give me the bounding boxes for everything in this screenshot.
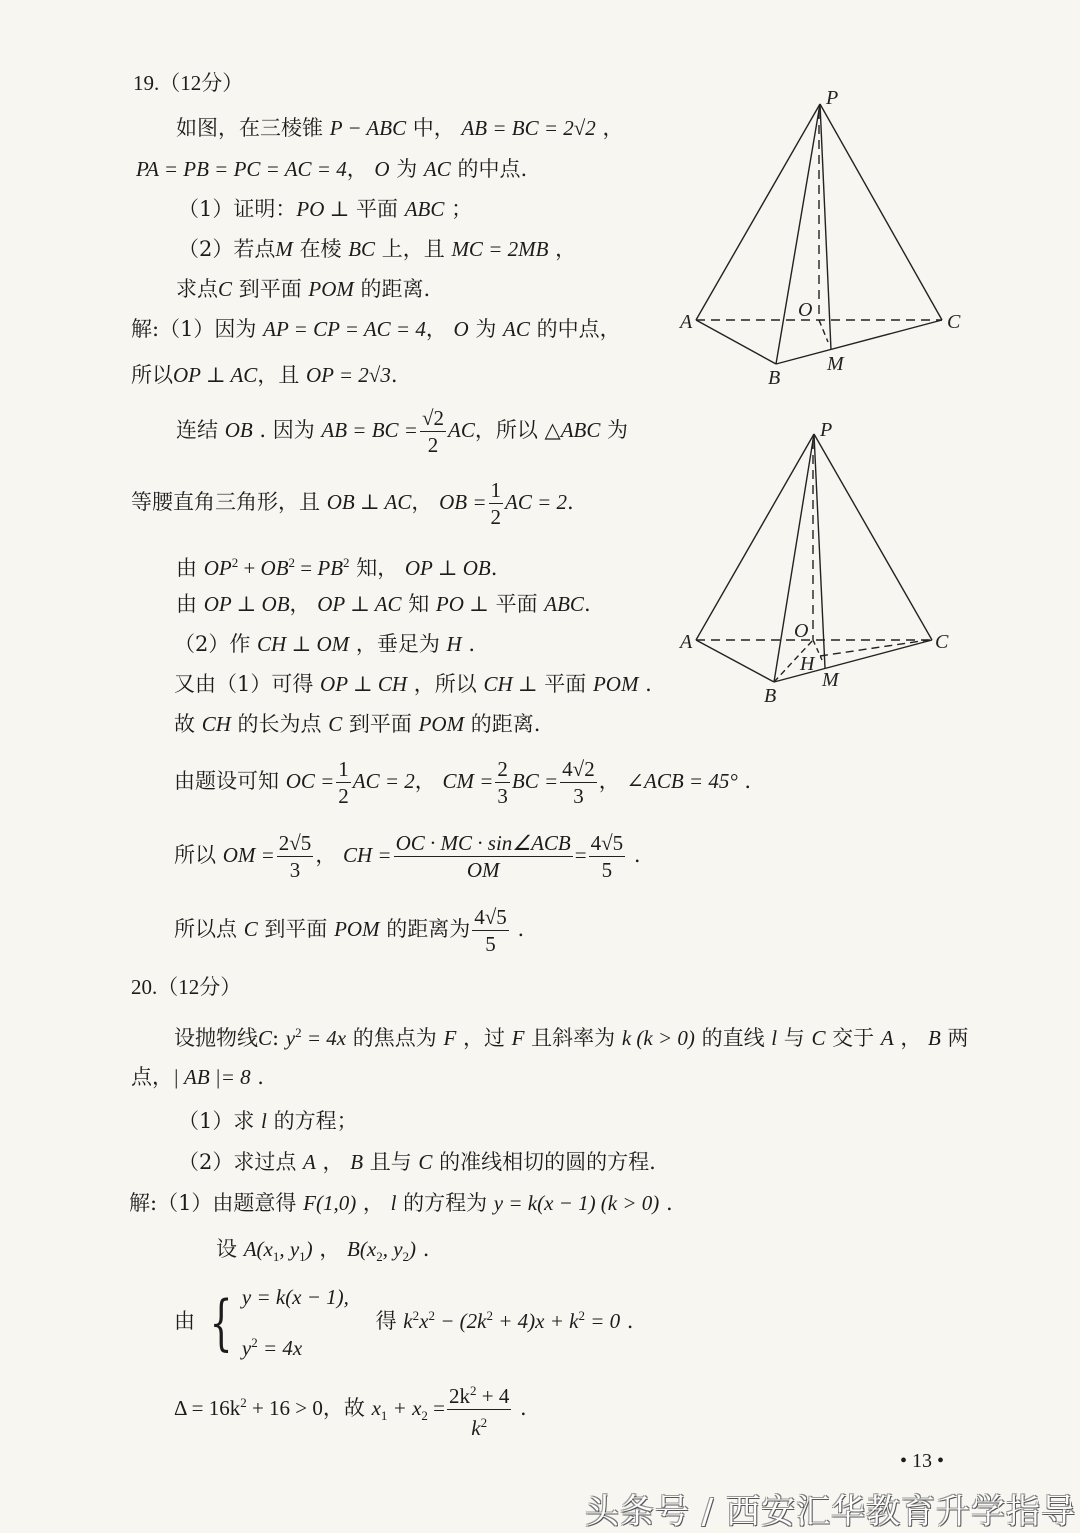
denominator: 5 <box>601 858 613 882</box>
text: ， <box>598 769 627 793</box>
superscript: 2 <box>295 1025 302 1040</box>
text: 求点 <box>176 277 218 301</box>
label-B: B <box>768 367 781 389</box>
math: C <box>418 1150 433 1174</box>
numerator: OC · MC · sin∠ACB <box>395 831 571 855</box>
text: 到平面 <box>232 277 309 301</box>
subscript: 1 <box>380 1408 388 1424</box>
subscript: 1 <box>299 1249 306 1265</box>
text: ， <box>289 592 318 616</box>
text: 在棱 <box>292 237 349 261</box>
text: . <box>513 1396 527 1420</box>
text: ，故 <box>322 1396 372 1420</box>
text: ， <box>893 1026 929 1050</box>
text: ，且 <box>257 363 307 387</box>
text: 故 <box>174 712 202 736</box>
math: POM <box>308 277 354 301</box>
q19-header <box>133 68 243 98</box>
superscript: 2 <box>412 1308 420 1323</box>
q19-sol-l8 <box>174 669 652 699</box>
fraction <box>560 756 597 809</box>
text: ， <box>315 843 343 867</box>
math: Δ = 16k <box>174 1396 241 1420</box>
text: 所以 <box>131 363 173 387</box>
numerator: 2 <box>497 757 508 781</box>
math: AB = BC = <box>321 418 418 442</box>
math: M <box>275 237 293 261</box>
math: MC = 2MB <box>451 237 549 261</box>
text: 到平面 <box>342 712 419 736</box>
text: 点， <box>131 1065 173 1089</box>
math: ) <box>305 1237 313 1261</box>
text: 知， <box>349 556 405 580</box>
math: x <box>419 1309 429 1333</box>
text: . <box>583 592 591 616</box>
superscript: 2 <box>578 1308 585 1323</box>
math: AC = 2 <box>352 769 415 793</box>
math: + 16 > 0 <box>246 1396 323 1420</box>
math: PA = PB = PC = AC = 4 <box>136 157 347 181</box>
label-C: C <box>947 311 961 333</box>
math: O <box>374 157 390 181</box>
math: BC <box>348 237 376 261</box>
math: F <box>511 1026 525 1050</box>
q19-header-text: 19.（12分） <box>133 71 244 95</box>
numerator: 1 <box>338 757 349 781</box>
text: 如图，在三棱锥 <box>176 116 330 140</box>
math: A(x <box>243 1237 273 1261</box>
math: ) <box>409 1237 417 1261</box>
text: 解:（1）由题意得 <box>129 1191 304 1215</box>
math: O <box>453 317 469 341</box>
text: 得 <box>375 1309 404 1333</box>
numerator: √2 <box>421 406 445 430</box>
label-O: O <box>794 620 809 642</box>
math: AC <box>423 157 451 181</box>
numerator <box>447 1378 511 1410</box>
q20-sol-l4 <box>174 1378 527 1441</box>
text: 由 <box>174 1309 202 1333</box>
text: 解:（1）因为 <box>131 317 264 341</box>
text: . 因为 <box>252 418 322 442</box>
text: . <box>659 1191 673 1215</box>
text: 平面 <box>537 672 593 696</box>
q19-sol-l11 <box>174 830 641 883</box>
math: OB <box>224 418 253 442</box>
math: OP ⊥ AC <box>173 363 258 387</box>
superscript: 2 <box>288 555 296 570</box>
text: 上，且 <box>375 237 452 261</box>
math: − (2k <box>434 1309 487 1333</box>
math: F <box>443 1026 457 1050</box>
text: 交于 <box>825 1026 881 1050</box>
superscript: 2 <box>480 1415 488 1430</box>
text: ， <box>315 1150 351 1174</box>
text: ，过 <box>456 1026 512 1050</box>
math: OC = <box>285 769 335 793</box>
math: C <box>218 277 233 301</box>
text: . <box>737 769 752 793</box>
q20-header <box>131 972 241 1002</box>
fraction <box>277 830 314 883</box>
text: 的中点. <box>450 157 528 181</box>
text: （2）若点 <box>178 237 276 261</box>
superscript: 2 <box>240 1395 247 1410</box>
math: l <box>390 1191 397 1215</box>
denominator: 5 <box>485 932 496 956</box>
math: + 4)x + k <box>492 1309 579 1333</box>
denominator <box>447 1410 511 1441</box>
math: = 0 <box>584 1309 621 1333</box>
text: . <box>461 632 476 656</box>
superscript: 2 <box>251 1335 258 1350</box>
denominator: 3 <box>573 784 584 808</box>
numerator: 4√5 <box>590 831 624 855</box>
fraction <box>420 405 446 458</box>
label-H: H <box>800 653 815 675</box>
math: A <box>880 1026 894 1050</box>
math: OB <box>260 556 289 580</box>
fraction <box>472 904 509 957</box>
text: 中， <box>406 116 462 140</box>
text: ，所以 <box>407 672 484 696</box>
q20-stem-line2 <box>131 1062 264 1092</box>
fraction <box>495 756 510 809</box>
math: OP = 2√3 <box>306 363 391 387</box>
fraction <box>447 1378 511 1441</box>
text: 为 <box>600 418 629 442</box>
text: 的方程为 <box>396 1191 494 1215</box>
q19-sol-l5 <box>176 548 497 583</box>
text: . <box>638 672 652 696</box>
text: . <box>567 490 574 514</box>
math: 2k <box>449 1384 470 1408</box>
math: , y <box>382 1237 403 1261</box>
text: 设 <box>216 1237 244 1261</box>
math: C <box>243 917 258 941</box>
math: OB = <box>439 490 487 514</box>
text: ，垂足为 <box>349 632 447 656</box>
subscript: 2 <box>421 1408 428 1424</box>
q20-stem-line1 <box>174 1018 969 1053</box>
text: . <box>490 556 498 580</box>
subscript: 2 <box>402 1249 410 1265</box>
text: 连结 <box>176 418 225 442</box>
numerator: 1 <box>490 478 501 502</box>
denominator: 2 <box>338 784 349 808</box>
label-O: O <box>798 299 813 321</box>
text: （2）求过点 <box>178 1150 304 1174</box>
text: （2）作 <box>174 632 258 656</box>
text: 的距离为 <box>379 917 471 941</box>
math: + 4 <box>476 1384 510 1408</box>
superscript: 2 <box>486 1308 493 1323</box>
text: ， <box>595 116 624 140</box>
text: . <box>620 1309 634 1333</box>
math: , y <box>279 1237 300 1261</box>
denominator: OM <box>466 858 500 882</box>
superscript: 2 <box>428 1308 435 1323</box>
superscript: 2 <box>231 555 239 570</box>
math: ABC <box>560 418 601 442</box>
math: AC = 2 <box>505 490 568 514</box>
math: B <box>928 1026 941 1050</box>
q20-sol-l1 <box>129 1188 673 1218</box>
label-P: P <box>820 419 833 441</box>
text: （1）求 <box>178 1109 262 1133</box>
text: 等腰直角三角形，且 <box>131 490 327 514</box>
text: 的焦点为 <box>346 1026 444 1050</box>
label-C: C <box>935 631 949 653</box>
numerator: 2√5 <box>278 831 312 855</box>
q19-sol-l7 <box>174 629 475 659</box>
text: ， <box>356 1191 391 1215</box>
label-A: A <box>680 631 693 653</box>
equation-system <box>242 1274 349 1371</box>
q19-sol-l2 <box>131 360 398 390</box>
math: PB <box>317 556 344 580</box>
math: POM <box>592 672 639 696</box>
q19-part1 <box>178 194 472 224</box>
math: OP <box>203 556 232 580</box>
text: ， <box>411 490 440 514</box>
q19-stem-line1 <box>176 113 624 143</box>
q19-sol-l12 <box>174 904 524 957</box>
subscript: 1 <box>272 1249 280 1265</box>
text: ， <box>425 317 454 341</box>
text: 设抛物线 <box>174 1026 258 1050</box>
text: ， <box>414 769 443 793</box>
math: AC <box>503 317 530 341</box>
math: ABC <box>404 197 445 221</box>
pyramid-figure-1 <box>670 80 970 400</box>
math: = <box>427 1396 445 1420</box>
math: y = k(x − 1) (k > 0) <box>493 1191 660 1215</box>
math: OM = <box>222 843 275 867</box>
denominator: 2 <box>427 433 439 457</box>
math: C <box>328 712 343 736</box>
math: C <box>258 1026 273 1050</box>
text: 知 <box>401 592 436 616</box>
math: y <box>241 1336 252 1360</box>
label-B: B <box>764 685 777 707</box>
math: AB = BC = 2√2 <box>461 116 596 140</box>
math: CH <box>201 712 231 736</box>
math: ∠ACB = 45° <box>626 769 738 793</box>
text: 由 <box>176 556 204 580</box>
fraction <box>589 830 626 883</box>
text: 由题设可知 <box>174 769 286 793</box>
math: P − ABC <box>329 116 407 140</box>
math: PO ⊥ <box>435 592 489 616</box>
text: . <box>416 1237 430 1261</box>
math: y <box>285 1026 296 1050</box>
label-M: M <box>822 669 839 691</box>
q20-part2 <box>178 1147 656 1177</box>
text: . <box>250 1065 264 1089</box>
q19-sol-l9 <box>174 709 540 739</box>
text: 的准线相切的圆的方程. <box>432 1150 656 1174</box>
math: OP ⊥ OB <box>404 556 491 580</box>
math: B <box>350 1150 364 1174</box>
left-brace-icon: { <box>209 1287 233 1358</box>
text: 所以 <box>174 843 223 867</box>
denominator: 3 <box>289 858 301 882</box>
denominator: 3 <box>497 784 508 808</box>
fraction <box>489 477 504 530</box>
text: ； <box>444 197 473 221</box>
label-A: A <box>680 311 693 333</box>
math: CM = <box>442 769 494 793</box>
text: 所以点 <box>174 917 244 941</box>
numerator: 4√5 <box>474 905 507 929</box>
q19-sol-l3 <box>176 405 628 458</box>
math: H <box>446 632 462 656</box>
subscript: 2 <box>376 1249 383 1265</box>
label-P: P <box>826 87 839 109</box>
text: . <box>390 363 398 387</box>
equation-1: y = k(x − 1), <box>241 1285 349 1309</box>
text: 为 <box>389 157 424 181</box>
math: ABC <box>544 592 584 616</box>
text: 且斜率为 <box>524 1026 622 1050</box>
text: ， <box>312 1237 348 1261</box>
text: 到平面 <box>257 917 335 941</box>
text: 由 <box>176 592 204 616</box>
math: CH = <box>343 843 392 867</box>
math: BC = <box>511 769 559 793</box>
text: 为 <box>468 317 504 341</box>
math: OB ⊥ AC <box>326 490 412 514</box>
math: A <box>303 1150 316 1174</box>
q19-part2 <box>178 234 576 264</box>
q19-sol-l6 <box>176 589 591 619</box>
q20-sol-l2 <box>216 1234 429 1272</box>
math: B(x <box>347 1237 377 1261</box>
q19-sol-l1 <box>131 314 621 344</box>
text: 的距离. <box>464 712 541 736</box>
math: k (k > 0) <box>621 1026 695 1050</box>
q19-stem-line2 <box>136 154 527 184</box>
math: OP ⊥ AC <box>317 592 402 616</box>
math: CH ⊥ OM <box>257 632 350 656</box>
text: ， <box>548 237 577 261</box>
text: : <box>272 1026 286 1050</box>
text: . <box>627 843 641 867</box>
math: POM <box>334 917 380 941</box>
text: 与 <box>777 1026 812 1050</box>
text: 的方程； <box>266 1109 358 1133</box>
q20-header-text: 20.（12分） <box>131 975 242 999</box>
text: = <box>295 556 318 580</box>
text: 且与 <box>363 1150 419 1174</box>
text: ，所以 △ <box>474 418 561 442</box>
text: 的距离. <box>353 277 431 301</box>
text: 的直线 <box>694 1026 772 1050</box>
text: + <box>238 556 261 580</box>
page-number: • 13 • <box>900 1450 945 1472</box>
label-M: M <box>827 353 844 375</box>
equation-2 <box>242 1320 349 1371</box>
denominator: 2 <box>490 505 501 529</box>
pyramid-figure-2 <box>670 410 970 710</box>
math: + x <box>387 1396 422 1420</box>
math: = 4x <box>301 1026 347 1050</box>
math: POM <box>418 712 465 736</box>
text: 两 <box>940 1026 969 1050</box>
text: 平面 <box>488 592 545 616</box>
q20-part1 <box>178 1106 358 1136</box>
text: = <box>574 843 587 867</box>
math: C <box>811 1026 826 1050</box>
text: 又由（1）可得 <box>174 672 321 696</box>
q20-sol-l3 <box>174 1270 633 1371</box>
math: l <box>771 1026 778 1050</box>
math: AC <box>448 418 475 442</box>
q19-part2-cont <box>176 274 430 304</box>
math: k <box>471 1416 481 1440</box>
math: x <box>371 1396 381 1420</box>
math: OP ⊥ OB <box>203 592 290 616</box>
math: F(1,0) <box>303 1191 357 1215</box>
q19-sol-l10 <box>174 756 751 809</box>
math: PO ⊥ <box>296 197 350 221</box>
math: AP = CP = AC = 4 <box>263 317 426 341</box>
math: OP ⊥ CH <box>320 672 408 696</box>
math: k <box>403 1309 413 1333</box>
math: = 4x <box>257 1336 303 1360</box>
q19-sol-l4 <box>131 477 574 530</box>
numerator: 4√2 <box>562 757 595 781</box>
text: 的中点， <box>529 317 621 341</box>
math: | AB |= 8 <box>173 1065 251 1089</box>
fraction <box>336 756 351 809</box>
text: . <box>510 917 525 941</box>
superscript: 2 <box>343 555 350 570</box>
fraction <box>394 830 573 883</box>
text: 平面 <box>349 197 405 221</box>
text: 的长为点 <box>230 712 329 736</box>
math: l <box>261 1109 267 1133</box>
text: ， <box>346 157 375 181</box>
math: CH ⊥ <box>483 672 538 696</box>
text: （1）证明： <box>178 197 297 221</box>
watermark: 头条号 / 西安汇华教育升学指导 <box>585 1492 1077 1532</box>
superscript: 2 <box>470 1383 477 1398</box>
